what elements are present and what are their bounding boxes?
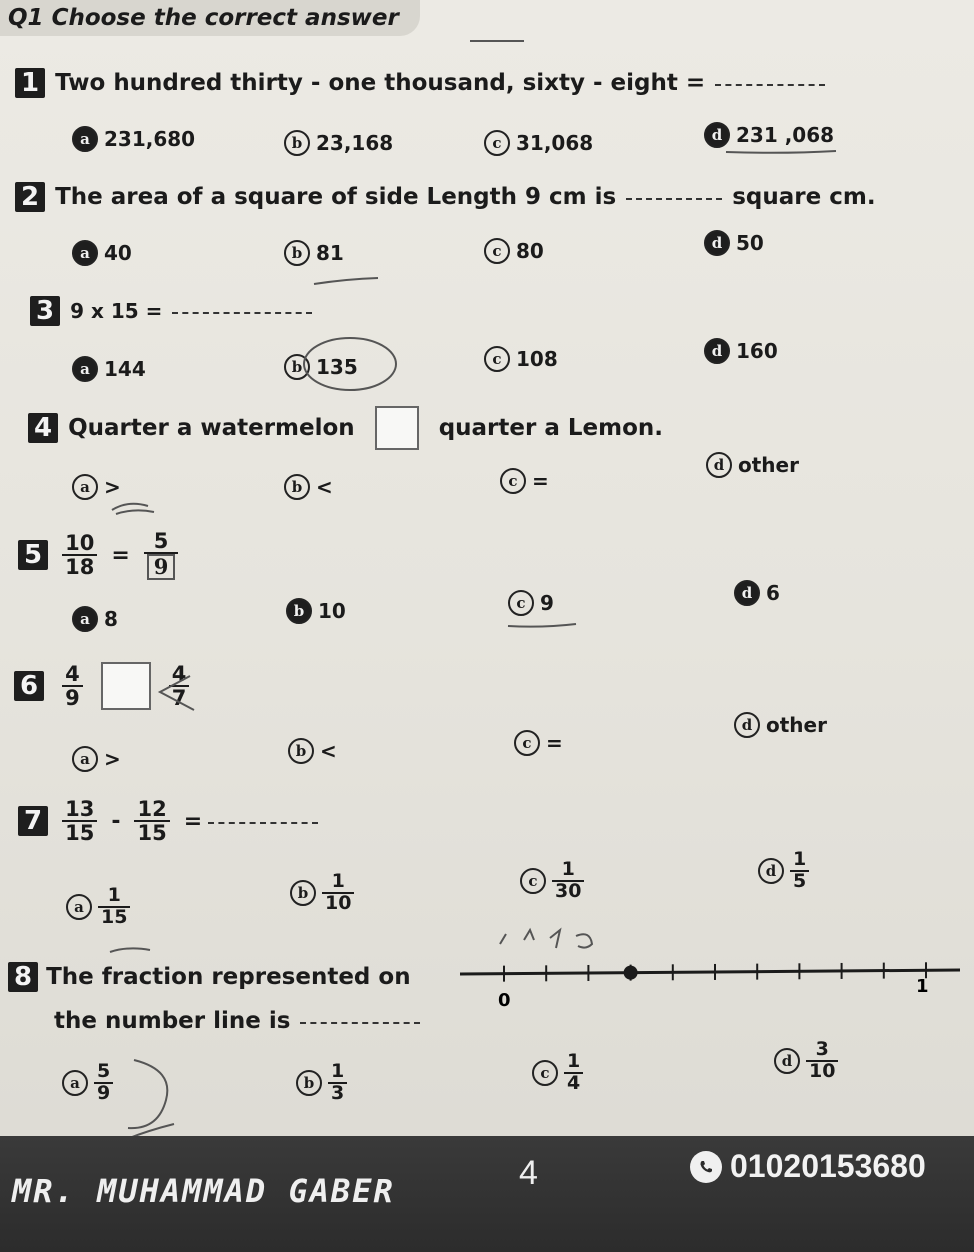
option-letter: a	[66, 894, 92, 920]
equals-sign: =	[183, 808, 203, 834]
option-letter: c	[500, 468, 526, 494]
option-value: 144	[104, 357, 146, 381]
question-4	[28, 406, 663, 450]
option-letter: b	[284, 240, 310, 266]
numerator: 1	[331, 1060, 345, 1082]
pencil-mark	[108, 494, 158, 518]
fraction-right	[144, 530, 179, 580]
numerator: 4	[171, 661, 187, 686]
option-letter: c	[532, 1060, 558, 1086]
q1-option-a[interactable]	[72, 126, 195, 152]
q6-option-a[interactable]	[72, 746, 121, 772]
q3-option-d[interactable]	[704, 338, 778, 364]
option-value: 81	[316, 241, 344, 265]
q7-option-a[interactable]	[66, 886, 130, 928]
option-value: 80	[516, 239, 544, 263]
answer-circle	[300, 334, 400, 394]
option-value: 231,680	[104, 127, 196, 151]
denominator: 10	[806, 1060, 838, 1082]
option-value: >	[104, 747, 121, 771]
denominator: 5	[790, 870, 809, 892]
option-fraction	[806, 1040, 838, 1082]
option-value: 10	[318, 599, 346, 623]
answer-blank[interactable]	[208, 818, 318, 824]
option-letter: c	[484, 346, 510, 372]
option-letter: a	[72, 474, 98, 500]
q6-option-b[interactable]	[288, 738, 337, 764]
answer-box[interactable]	[375, 406, 419, 450]
numerator: 13	[65, 797, 95, 821]
numerator: 5	[153, 529, 169, 553]
option-fraction	[328, 1062, 347, 1104]
phone-contact	[690, 1148, 926, 1185]
author-name: MR. MUHAMMAD GABER	[12, 1172, 395, 1210]
option-letter: a	[62, 1070, 88, 1096]
option-letter: c	[520, 868, 546, 894]
option-letter: a	[72, 126, 98, 152]
option-letter: a	[72, 356, 98, 382]
denominator: 10	[322, 892, 354, 914]
q6-option-d[interactable]	[734, 712, 827, 738]
number-line-axis	[460, 970, 960, 974]
option-letter: b	[286, 598, 312, 624]
question-number: 8	[8, 962, 38, 992]
option-value: 108	[516, 347, 558, 371]
question-suffix: square cm.	[732, 184, 876, 210]
question-number: 6	[14, 671, 44, 701]
question-7	[18, 798, 318, 844]
question-number: 5	[18, 540, 48, 570]
option-letter: a	[72, 746, 98, 772]
option-value: 50	[736, 231, 764, 255]
q8-option-b[interactable]	[296, 1062, 347, 1104]
number-line-point	[624, 966, 638, 980]
question-number: 3	[30, 296, 60, 326]
option-letter: d	[758, 858, 784, 884]
pencil-mark	[108, 944, 154, 958]
option-value: 135	[316, 355, 358, 379]
option-value: 40	[104, 241, 132, 265]
option-value: 160	[736, 339, 778, 363]
option-value: >	[104, 475, 121, 499]
page-number: 4	[519, 1154, 538, 1192]
option-letter: b	[296, 1070, 322, 1096]
question-line-2: the number line is	[54, 1008, 291, 1034]
q4-option-b[interactable]	[284, 474, 333, 500]
numerator: 5	[97, 1060, 111, 1082]
minus-sign: -	[111, 808, 121, 834]
pencil-mark	[150, 670, 200, 716]
q2-option-d[interactable]	[704, 230, 764, 256]
q2-option-c[interactable]	[484, 238, 544, 264]
denominator: 9	[94, 1082, 113, 1104]
denominator: 9	[62, 685, 83, 709]
q3-option-c[interactable]	[484, 346, 558, 372]
fraction-a	[62, 798, 97, 844]
q2-option-a[interactable]	[72, 240, 132, 266]
option-letter: c	[508, 590, 534, 616]
pencil-underline	[312, 274, 382, 288]
section-header	[0, 0, 420, 36]
question-5	[18, 530, 178, 580]
denominator: 4	[564, 1072, 583, 1094]
fraction-left	[62, 663, 83, 709]
question-8-line-2	[54, 1008, 420, 1034]
fraction-left	[62, 532, 97, 578]
question-number: 2	[15, 182, 45, 212]
numerator: 1	[567, 1050, 581, 1072]
section-label: Q1	[8, 5, 44, 31]
q3-option-a[interactable]	[72, 356, 146, 382]
option-letter: b	[284, 474, 310, 500]
q5-option-b[interactable]	[286, 598, 346, 624]
numerator: 1	[107, 884, 121, 906]
numerator: 4	[65, 661, 80, 686]
q4-option-c[interactable]	[500, 468, 549, 494]
option-value: =	[546, 731, 563, 755]
q7-option-b[interactable]	[290, 872, 354, 914]
option-letter: d	[734, 712, 760, 738]
option-fraction	[322, 872, 354, 914]
option-value: <	[316, 475, 333, 499]
question-text-right: quarter a Lemon.	[438, 415, 663, 441]
option-letter: c	[484, 238, 510, 264]
q1-option-b[interactable]	[284, 130, 393, 156]
number-line-start-label: 0	[498, 990, 511, 1011]
option-value: 9	[540, 591, 554, 615]
phone-number: 01020153680	[730, 1148, 926, 1184]
option-letter: d	[704, 122, 730, 148]
numerator: 3	[815, 1038, 829, 1060]
fraction-b	[134, 798, 169, 844]
option-letter: a	[72, 240, 98, 266]
question-8	[8, 962, 411, 992]
number-line-end-label: 1	[916, 976, 929, 997]
option-letter: d	[734, 580, 760, 606]
whatsapp-icon	[690, 1151, 722, 1183]
option-fraction	[552, 860, 584, 902]
denominator: 18	[62, 554, 97, 578]
option-value: <	[320, 739, 337, 763]
numerator: 1	[793, 848, 807, 870]
denominator[interactable]	[144, 552, 179, 580]
denominator: 7	[169, 685, 190, 709]
numerator: 10	[65, 531, 95, 555]
option-value: =	[532, 469, 549, 493]
answer-blank[interactable]	[715, 80, 825, 86]
option-value: 6	[766, 581, 780, 605]
question-number: 4	[28, 413, 58, 443]
numerator: 12	[137, 797, 167, 821]
q7-option-d[interactable]	[758, 850, 809, 892]
section-title: Choose the correct answer	[51, 5, 399, 31]
answer-box[interactable]	[101, 662, 151, 710]
equals-sign: =	[111, 542, 130, 568]
option-letter: b	[288, 738, 314, 764]
question-3	[30, 296, 312, 326]
option-letter: c	[484, 130, 510, 156]
q7-option-c[interactable]	[520, 860, 584, 902]
question-line-1: The fraction represented on	[46, 964, 411, 990]
option-letter: b	[290, 880, 316, 906]
question-text: The area of a square of side Length 9 cm is	[55, 184, 617, 210]
answer-blank[interactable]	[626, 194, 722, 200]
numerator: 1	[331, 870, 345, 892]
denominator: 15	[134, 820, 169, 844]
question-2	[15, 182, 876, 212]
option-value: other	[766, 713, 827, 737]
q1-option-c[interactable]	[484, 130, 593, 156]
option-value: 23,168	[316, 131, 394, 155]
option-letter: b	[284, 130, 310, 156]
option-letter: d	[704, 338, 730, 364]
option-value: 8	[104, 607, 118, 631]
question-text: Two hundred thirty - one thousand, sixty - eight =	[55, 70, 706, 96]
number-line	[440, 926, 970, 1016]
pencil-mark	[500, 930, 592, 948]
q5-option-d[interactable]	[734, 580, 780, 606]
answer-box: 9	[147, 554, 176, 580]
q5-option-c[interactable]	[508, 590, 554, 616]
q8-option-d[interactable]	[774, 1040, 838, 1082]
option-letter: d	[704, 230, 730, 256]
q5-option-a[interactable]	[72, 606, 118, 632]
option-letter: b	[284, 354, 310, 380]
option-letter: d	[706, 452, 732, 478]
denominator: 15	[62, 820, 97, 844]
denominator: 3	[328, 1082, 347, 1104]
question-text: 9 x 15 =	[70, 299, 163, 323]
q6-option-c[interactable]	[514, 730, 563, 756]
question-text-left: Quarter a watermelon	[68, 415, 355, 441]
pencil-underline	[724, 144, 840, 158]
q2-option-b[interactable]	[284, 240, 344, 266]
denominator: 15	[98, 906, 130, 928]
option-fraction	[564, 1052, 583, 1094]
q4-option-d[interactable]	[706, 452, 799, 478]
answer-blank[interactable]	[300, 1018, 420, 1024]
divider	[470, 40, 524, 42]
pencil-underline	[506, 616, 578, 632]
denominator: 30	[552, 880, 584, 902]
option-value: 231 ,068	[736, 123, 835, 147]
question-1	[15, 68, 825, 98]
option-letter: a	[72, 606, 98, 632]
option-fraction	[98, 886, 130, 928]
option-letter: c	[514, 730, 540, 756]
question-number: 1	[15, 68, 45, 98]
numerator: 1	[561, 858, 575, 880]
answer-blank[interactable]	[172, 308, 312, 314]
option-fraction	[790, 850, 809, 892]
option-letter: d	[774, 1048, 800, 1074]
q8-option-c[interactable]	[532, 1052, 583, 1094]
question-number: 7	[18, 806, 48, 836]
option-value: 31,068	[516, 131, 594, 155]
option-value: other	[738, 453, 799, 477]
